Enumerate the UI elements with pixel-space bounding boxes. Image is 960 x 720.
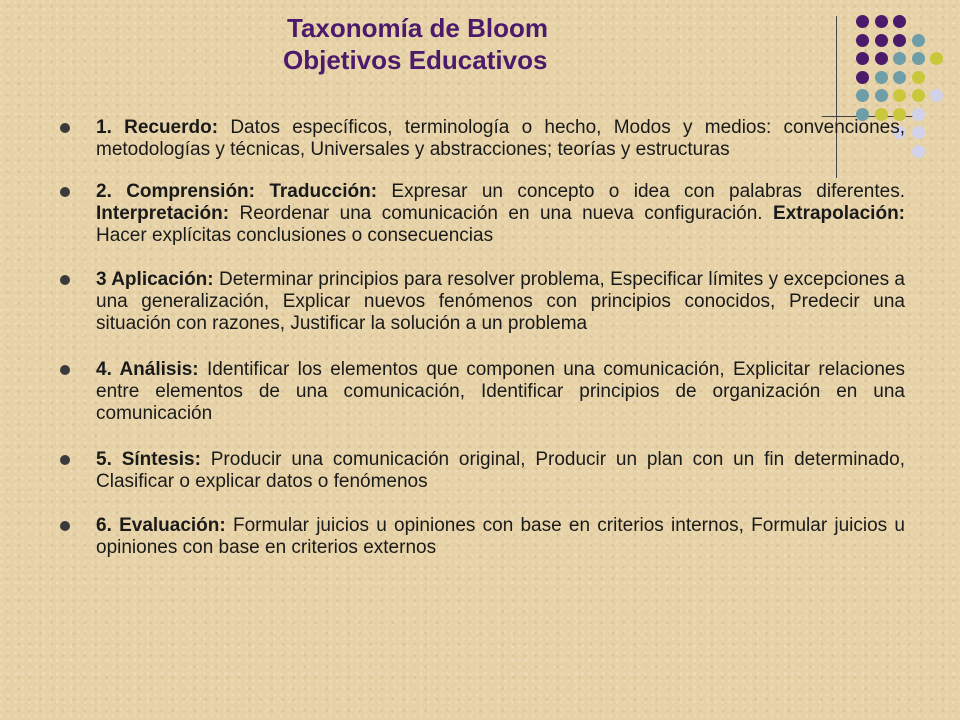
title-line-1: Taxonomía de Bloom: [287, 13, 548, 43]
decorative-dot: [856, 71, 869, 84]
item-body: Hacer explícitas conclusiones o consecuencias: [96, 225, 494, 246]
slide-title: [180, 12, 740, 76]
list-item-comprension: [60, 181, 905, 247]
decorative-dot: [912, 126, 925, 139]
bullet-icon: [60, 123, 70, 133]
decorative-dot: [912, 89, 925, 102]
item-label: 6. Evaluación:: [96, 515, 226, 536]
title-line-2: Objetivos Educativos: [283, 45, 548, 75]
bullet-icon: [60, 365, 70, 375]
bullet-icon: [60, 521, 70, 531]
item-label: 4. Análisis:: [96, 359, 199, 380]
item-body: Reordenar una comunicación en una nueva configuración.: [239, 203, 763, 224]
decorative-dot: [875, 71, 888, 84]
list-item-aplicacion: [60, 269, 905, 335]
item-label: 1. Recuerdo:: [96, 117, 219, 138]
decorative-dot: [856, 34, 869, 47]
item-body: Expresar un concepto o idea con palabras diferentes.: [391, 181, 905, 202]
bullet-icon: [60, 455, 70, 465]
decorative-dot: [912, 145, 925, 158]
item-text: [96, 515, 905, 559]
decorative-dot: [893, 89, 906, 102]
decorative-dot: [893, 52, 906, 65]
decorative-dot: [912, 52, 925, 65]
item-text: [96, 181, 905, 247]
list-item-evaluacion: [60, 515, 905, 559]
item-text: [96, 117, 905, 161]
item-label: Extrapolación:: [773, 203, 906, 224]
decorative-dot: [912, 71, 925, 84]
decorative-dot: [893, 15, 906, 28]
decorative-dot: [912, 108, 925, 121]
decorative-dot: [875, 15, 888, 28]
item-body: Formular juicios u opiniones con base en criterios internos, Formular juicios u opiniones con base en criterios externos: [96, 515, 905, 558]
decorative-dot: [856, 89, 869, 102]
decorative-dot: [856, 15, 869, 28]
item-body: Producir una comunicación original, Producir un plan con un fin determinado, Clasificar o explicar datos o fenómenos: [96, 449, 905, 492]
item-label: 5. Síntesis:: [96, 449, 201, 470]
item-label: Interpretación:: [96, 203, 230, 224]
decorative-dot: [856, 52, 869, 65]
list-item-sintesis: [60, 449, 905, 493]
decorative-dot: [930, 52, 943, 65]
item-body: Identificar los elementos que componen una comunicación, Explicitar relaciones entre elementos de una comunicación, Identificar principios de organización en una comunicación: [96, 359, 905, 424]
item-body: Datos específicos, terminología o hecho, Modos y medios: convenciones, metodologías y técnicas, Universales y abstracciones; teorías y estructuras: [96, 117, 905, 160]
list-item-recuerdo: [60, 117, 905, 161]
bullet-icon: [60, 187, 70, 197]
bullet-list: [60, 117, 905, 559]
item-text: [96, 269, 905, 335]
item-body: Determinar principios para resolver problema, Especificar límites y excepciones a una generalización, Explicar nuevos fenómenos con principios conocidos, Predecir una situación con razones, Justificar la solución a un problema: [96, 269, 905, 334]
decorative-dot: [912, 34, 925, 47]
item-text: [96, 359, 905, 425]
item-text: [96, 449, 905, 493]
list-item-analisis: [60, 359, 905, 425]
decorative-dot: [893, 34, 906, 47]
bullet-icon: [60, 275, 70, 285]
item-label: 3 Aplicación:: [96, 269, 214, 290]
decorative-dot: [893, 71, 906, 84]
decorative-dot: [875, 52, 888, 65]
decorative-dot: [875, 89, 888, 102]
decorative-dot: [875, 34, 888, 47]
item-label: 2. Comprensión: Traducción:: [96, 181, 378, 202]
decorative-dot: [930, 89, 943, 102]
